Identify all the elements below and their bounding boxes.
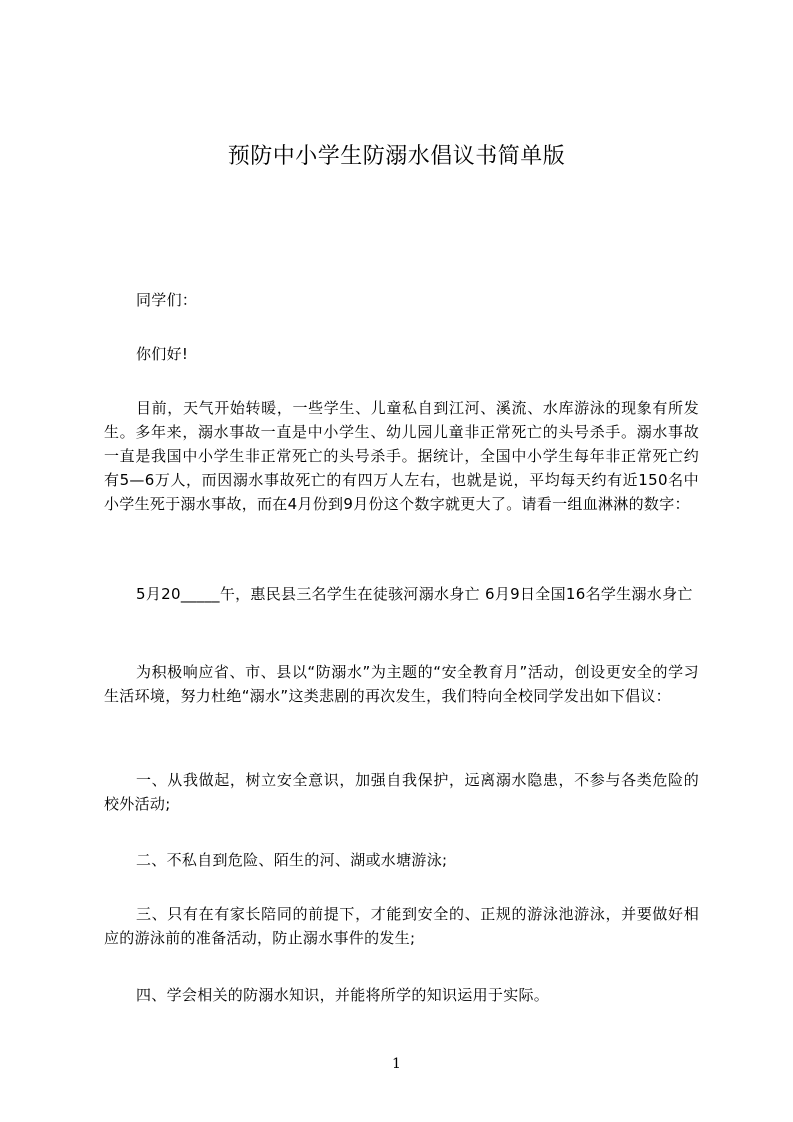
proposal-item-3: 三、只有在有家长陪同的前提下，才能到安全的、正规的游泳池游泳，并要做好相应的游泳前的准备活动，防止溺水事件的发生; xyxy=(104,905,699,947)
page-number: 1 xyxy=(392,1056,401,1072)
greeting-hello: 你们好! xyxy=(136,345,189,363)
purpose-paragraph: 为积极响应省、市、县以“防溺水”为主题的“安全教育月”活动，创设更安全的学习生活环境，努力杜绝“溺水”这类悲剧的再次发生，我们特向全校同学发出如下倡议： xyxy=(104,663,699,705)
proposal-item-1: 一、从我做起，树立安全意识，加强自我保护，远离溺水隐患，不参与各类危险的校外活动; xyxy=(104,771,699,813)
intro-paragraph: 目前，天气开始转暖，一些学生、儿童私自到江河、溪流、水库游泳的现象有所发生。多年来，溺水事故一直是中小学生、幼儿园儿童非正常死亡的头号杀手。溺水事故一直是我国中小学生非正常死亡的头号杀手。据统计，全国中小学生每年非正常死亡约有5—6万人，而因溺水事故死亡的有四万人左右，也就是说，平均每天约有近150名中小学生死于溺水事故，而在4月份到9月份这个数字就更大了。请看一组血淋淋的数字： xyxy=(104,399,699,513)
greeting-salutation: 同学们： xyxy=(136,291,198,309)
proposal-item-4: 四、学会相关的防溺水知识，并能将所学的知识运用于实际。 xyxy=(136,986,550,1004)
document-title: 预防中小学生防溺水倡议书简单版 xyxy=(227,144,566,169)
incident-record-paragraph: 5月20_____午，惠民县三名学生在徒骇河溺水身亡 6月9日全国16名学生溺水身亡 xyxy=(136,585,693,603)
proposal-item-2: 二、不私自到危险、陌生的河、湖或水塘游泳; xyxy=(136,851,448,869)
